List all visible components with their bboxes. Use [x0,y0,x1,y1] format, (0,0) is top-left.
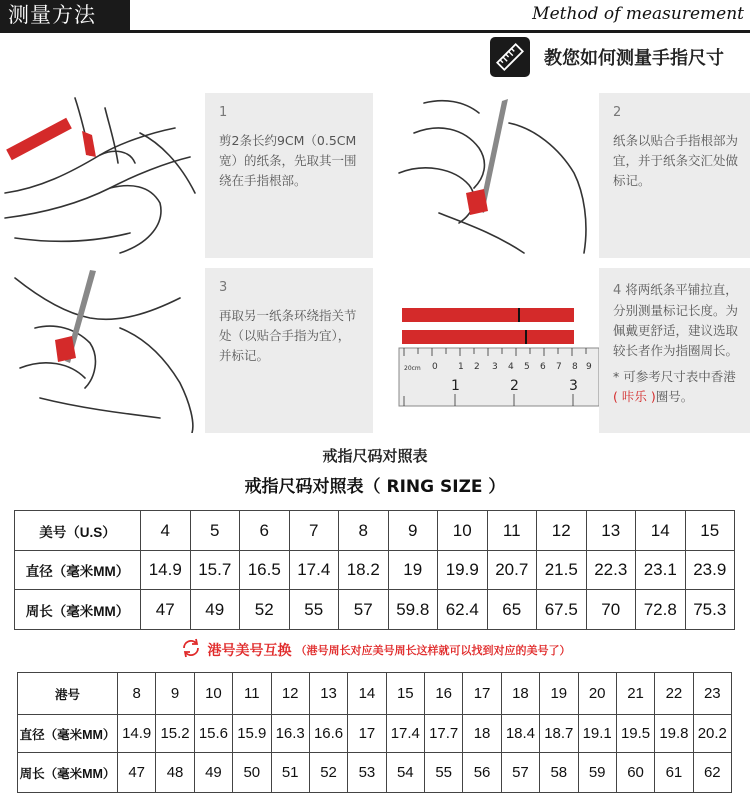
us-size-cell: 14.9 [141,551,191,590]
swap-detail-text: （港号周长对应美号周长这样就可以找到对应的美号了） [295,644,571,657]
table-title-cn: 戒指尺码对照表 [322,447,428,465]
hk-size-cell: 18 [463,715,501,753]
svg-text:0: 0 [432,362,438,372]
us-size-row-label: 周长（毫米MM） [15,590,141,630]
hk-size-cell: 9 [156,673,194,715]
hk-size-cell: 15.9 [233,715,271,753]
step1-number: 1 [219,105,228,120]
us-size-cell: 65 [487,590,537,630]
hk-size-cell: 16.3 [271,715,309,753]
hk-size-cell: 17 [348,715,386,753]
us-size-cell: 70 [586,590,636,630]
us-size-cell: 15 [685,511,735,551]
hk-size-cell: 56 [463,753,501,793]
us-size-cell: 15.7 [190,551,240,590]
step4-text: 将两纸条平铺拉直，分别测量标记长度。为佩戴更舒适，建议选取较长者作为指圈周长。 [613,282,739,358]
hk-size-cell: 54 [386,753,424,793]
step2-text-panel [599,93,750,258]
step4-number: 4 [613,283,622,298]
section-subtitle-en: Method of measurement [532,4,744,24]
refresh-icon [180,637,202,663]
svg-text:2: 2 [510,378,519,394]
us-size-cell: 59.8 [388,590,438,630]
hk-size-cell: 19.8 [655,715,693,753]
hk-size-cell: 16 [425,673,463,715]
us-size-cell: 21.5 [537,551,587,590]
us-size-row [15,590,735,630]
svg-text:3: 3 [492,362,498,372]
us-size-cell: 57 [339,590,389,630]
hk-size-cell: 11 [233,673,271,715]
us-size-cell: 6 [240,511,290,551]
howto-text: 教您如何测量手指尺寸 [544,48,724,69]
us-size-cell: 23.1 [636,551,686,590]
svg-text:2: 2 [474,362,480,372]
hk-size-cell: 62 [693,753,731,793]
hk-size-cell: 17.4 [386,715,424,753]
svg-text:4: 4 [508,362,514,372]
svg-text:7: 7 [556,362,562,372]
hk-size-cell: 21 [616,673,654,715]
hk-size-cell: 20.2 [693,715,731,753]
hk-size-cell: 19.5 [616,715,654,753]
us-size-cell: 11 [487,511,537,551]
size-swap-note [0,637,750,663]
hk-size-cell: 18 [501,673,539,715]
us-size-row [15,551,735,590]
hk-size-table [17,672,732,793]
hk-size-row-label: 港号 [18,673,118,715]
note-highlight: ( 咔乐 ) [613,389,656,404]
us-size-cell: 18.2 [339,551,389,590]
us-size-row [15,511,735,551]
us-size-cell: 8 [339,511,389,551]
hk-size-row-label: 周长（毫米MM） [18,753,118,793]
us-size-cell: 55 [289,590,339,630]
hk-size-cell: 12 [271,673,309,715]
hk-size-cell: 15 [386,673,424,715]
step4-illustration [384,268,599,433]
hk-size-cell: 10 [194,673,232,715]
hk-size-row [18,753,732,793]
us-size-table [14,510,735,630]
us-size-cell: 7 [289,511,339,551]
hk-size-cell: 20 [578,673,616,715]
us-size-cell: 20.7 [487,551,537,590]
us-size-cell: 9 [388,511,438,551]
hk-size-cell: 55 [425,753,463,793]
svg-text:1: 1 [451,378,460,394]
us-size-cell: 4 [141,511,191,551]
table-title-full: 戒指尺码对照表（ RING SIZE ） [244,477,506,497]
hk-size-cell: 17 [463,673,501,715]
hk-size-cell: 14.9 [118,715,156,753]
step3-text-panel [205,268,373,433]
section-title: 测量方法 [0,0,130,30]
us-size-cell: 75.3 [685,590,735,630]
ruler-image [399,348,599,406]
header-divider [0,30,750,33]
us-size-cell: 12 [537,511,587,551]
hk-size-cell: 15.6 [194,715,232,753]
step1-text: 剪2条长约9CM（0.5CM宽）的纸条，先取其一围绕在手指根部。 [219,133,357,188]
hk-size-cell: 59 [578,753,616,793]
us-size-cell: 62.4 [438,590,488,630]
step4-note [613,367,738,407]
step3-number: 3 [219,280,228,295]
us-size-cell: 72.8 [636,590,686,630]
step1-illustration [0,93,205,258]
step1-text-panel [205,93,373,258]
svg-text:6: 6 [540,362,546,372]
hk-size-cell: 48 [156,753,194,793]
hk-size-cell: 17.7 [425,715,463,753]
step2-text: 纸条以贴合手指根部为宜，并于纸条交汇处做标记。 [613,133,739,188]
svg-text:5: 5 [524,362,530,372]
note-suffix: 圈号。 [655,389,694,404]
hk-size-cell: 16.6 [309,715,347,753]
hk-size-cell: 14 [348,673,386,715]
hk-size-cell: 52 [309,753,347,793]
step2-number: 2 [613,105,622,120]
us-size-cell: 67.5 [537,590,587,630]
hk-size-cell: 15.2 [156,715,194,753]
hk-size-row-label: 直径（毫米MM） [18,715,118,753]
us-size-row-label: 美号（U.S） [15,511,141,551]
note-prefix: * 可参考尺寸表中香港 [613,369,736,384]
swap-main-text: 港号美号互换 [207,643,292,659]
hk-size-cell: 18.4 [501,715,539,753]
hk-size-cell: 13 [309,673,347,715]
us-size-cell: 19.9 [438,551,488,590]
us-size-cell: 16.5 [240,551,290,590]
step3-illustration [0,268,205,433]
hk-size-row [18,673,732,715]
us-size-cell: 23.9 [685,551,735,590]
hk-size-cell: 19.1 [578,715,616,753]
hk-size-cell: 53 [348,753,386,793]
ruler-icon [490,37,530,77]
hk-size-cell: 18.7 [540,715,578,753]
step2-illustration [384,93,599,258]
hk-size-row [18,715,732,753]
us-size-cell: 49 [190,590,240,630]
us-size-cell: 5 [190,511,240,551]
hk-size-cell: 22 [655,673,693,715]
hk-size-cell: 49 [194,753,232,793]
svg-text:3: 3 [569,378,578,394]
step3-text: 再取另一纸条环绕指关节处（以贴合手指为宜），并标记。 [219,308,357,363]
us-size-cell: 10 [438,511,488,551]
step4-text-panel [599,268,750,433]
paper-strip-2 [402,330,574,344]
svg-text:1: 1 [458,362,464,372]
svg-text:20cm: 20cm [404,365,421,372]
hk-size-cell: 23 [693,673,731,715]
us-size-cell: 22.3 [586,551,636,590]
us-size-cell: 52 [240,590,290,630]
us-size-cell: 17.4 [289,551,339,590]
paper-strip-1 [402,308,574,322]
hk-size-cell: 57 [501,753,539,793]
us-size-cell: 19 [388,551,438,590]
us-size-cell: 14 [636,511,686,551]
howto-heading [490,38,724,76]
hk-size-cell: 50 [233,753,271,793]
us-size-cell: 47 [141,590,191,630]
us-size-row-label: 直径（毫米MM） [15,551,141,590]
hk-size-cell: 8 [118,673,156,715]
hk-size-cell: 19 [540,673,578,715]
hk-size-cell: 47 [118,753,156,793]
us-size-cell: 13 [586,511,636,551]
hk-size-cell: 60 [616,753,654,793]
hk-size-cell: 58 [540,753,578,793]
hk-size-cell: 51 [271,753,309,793]
svg-text:9: 9 [586,362,592,372]
svg-text:8: 8 [572,362,578,372]
hk-size-cell: 61 [655,753,693,793]
